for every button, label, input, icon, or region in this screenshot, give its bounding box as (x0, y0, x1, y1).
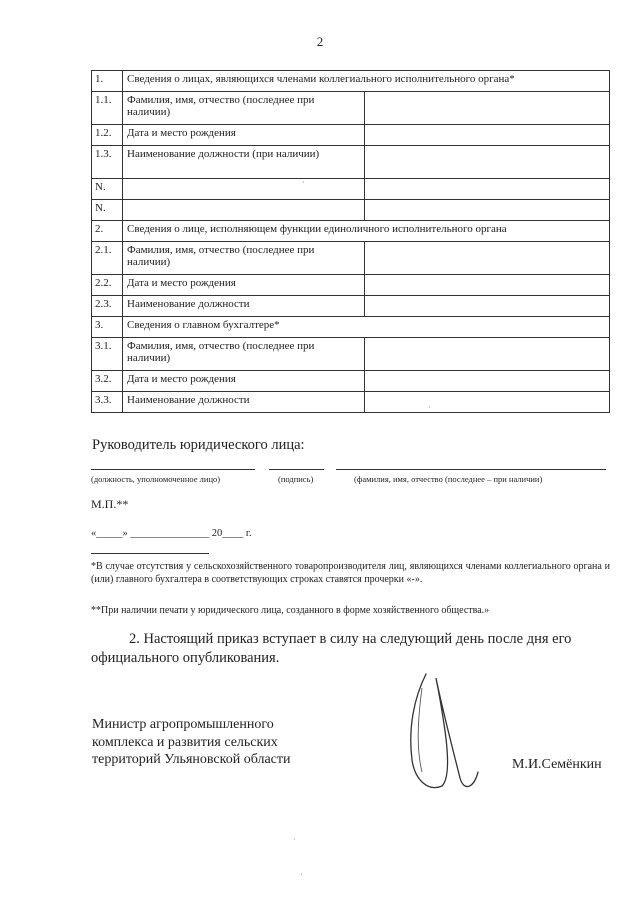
footnote-1: *В случае отсутствия у сельскохозяйственного товаропроизводителя лиц, являющихся членами коллегиального органа и (или) главного бухгалтера в соответствующих строках ставятся прочерки «-». (91, 561, 610, 585)
field-label: Дата и место рождения (123, 275, 365, 296)
table-row (92, 200, 610, 221)
row-number: N. (92, 179, 123, 200)
table-row (92, 71, 610, 92)
row-number: 1.2. (92, 125, 123, 146)
field-label: Наименование должности (123, 296, 365, 317)
field-value (365, 371, 610, 392)
page-number: 2 (316, 34, 324, 49)
scan-speck: · (300, 870, 303, 879)
row-number: 1.3. (92, 146, 123, 179)
field-value (365, 275, 610, 296)
field-value (365, 392, 610, 413)
signature-line (269, 469, 324, 470)
footnote-2: **При наличии печати у юридического лица, созданного в форме хозяйственного общества.» (91, 605, 490, 616)
section-heading: Сведения о лице, исполняющем функции единоличного исполнительного органа (123, 221, 610, 242)
field-value (365, 179, 610, 200)
row-number: 3.1. (92, 338, 123, 371)
row-number: 2.2. (92, 275, 123, 296)
effective-clause: 2. Настоящий приказ вступает в силу на следующий день после дня его официального опубликования. (91, 631, 572, 666)
field-value (365, 242, 610, 275)
handwritten-signature (398, 668, 488, 803)
position-line (91, 469, 255, 470)
row-number: 1.1. (92, 92, 123, 125)
row-number: 1. (92, 71, 123, 92)
date-line: «_____» _______________ 20____ г. (91, 528, 252, 539)
field-label: Дата и место рождения (123, 125, 365, 146)
row-number: 3. (92, 317, 123, 338)
field-value (365, 146, 610, 179)
field-value (365, 296, 610, 317)
table-row (92, 338, 610, 371)
name-caption: (фамилия, имя, отчество (последнее – при наличии) (354, 474, 543, 484)
signature-caption: (подпись) (278, 474, 314, 484)
footnote-separator (91, 553, 209, 554)
row-number: 3.2. (92, 371, 123, 392)
table-row (92, 146, 610, 179)
scan-speck: · (428, 403, 431, 412)
scan-speck: · (302, 178, 305, 187)
table-row (92, 296, 610, 317)
field-label: Фамилия, имя, отчество (последнее при наличии) (123, 338, 365, 371)
field-label: Фамилия, имя, отчество (последнее при наличии) (123, 92, 365, 125)
field-label: Дата и место рождения (123, 371, 365, 392)
field-value (365, 125, 610, 146)
section-heading: Сведения о главном бухгалтере* (123, 317, 610, 338)
row-number: 3.3. (92, 392, 123, 413)
table-row (92, 242, 610, 275)
table-row (92, 221, 610, 242)
field-label: Наименование должности (123, 392, 365, 413)
signer-name: М.И.Семёнкин (512, 757, 602, 772)
field-label (123, 179, 365, 200)
table-row (92, 275, 610, 296)
table-row (92, 371, 610, 392)
row-number: N. (92, 200, 123, 221)
table-row (92, 92, 610, 125)
field-value (365, 200, 610, 221)
row-number: 2. (92, 221, 123, 242)
field-value (365, 338, 610, 371)
table-row (92, 179, 610, 200)
name-line (336, 469, 606, 470)
info-table (91, 70, 610, 413)
minister-title: Министр агропромышленного комплекса и развития сельских территорий Ульяновской области (92, 717, 291, 767)
field-value (365, 92, 610, 125)
stamp-label: М.П.** (91, 497, 129, 511)
table-row (92, 125, 610, 146)
field-label: Фамилия, имя, отчество (последнее при наличии) (123, 242, 365, 275)
table-row (92, 317, 610, 338)
scan-speck: · (293, 835, 296, 844)
head-label: Руководитель юридического лица: (92, 437, 305, 453)
position-caption: (должность, уполномоченное лицо) (91, 474, 221, 484)
field-label (123, 200, 365, 221)
field-label: Наименование должности (при наличии) (123, 146, 365, 179)
row-number: 2.3. (92, 296, 123, 317)
row-number: 2.1. (92, 242, 123, 275)
section-heading: Сведения о лицах, являющихся членами коллегиального исполнительного органа* (123, 71, 610, 92)
table-row (92, 392, 610, 413)
